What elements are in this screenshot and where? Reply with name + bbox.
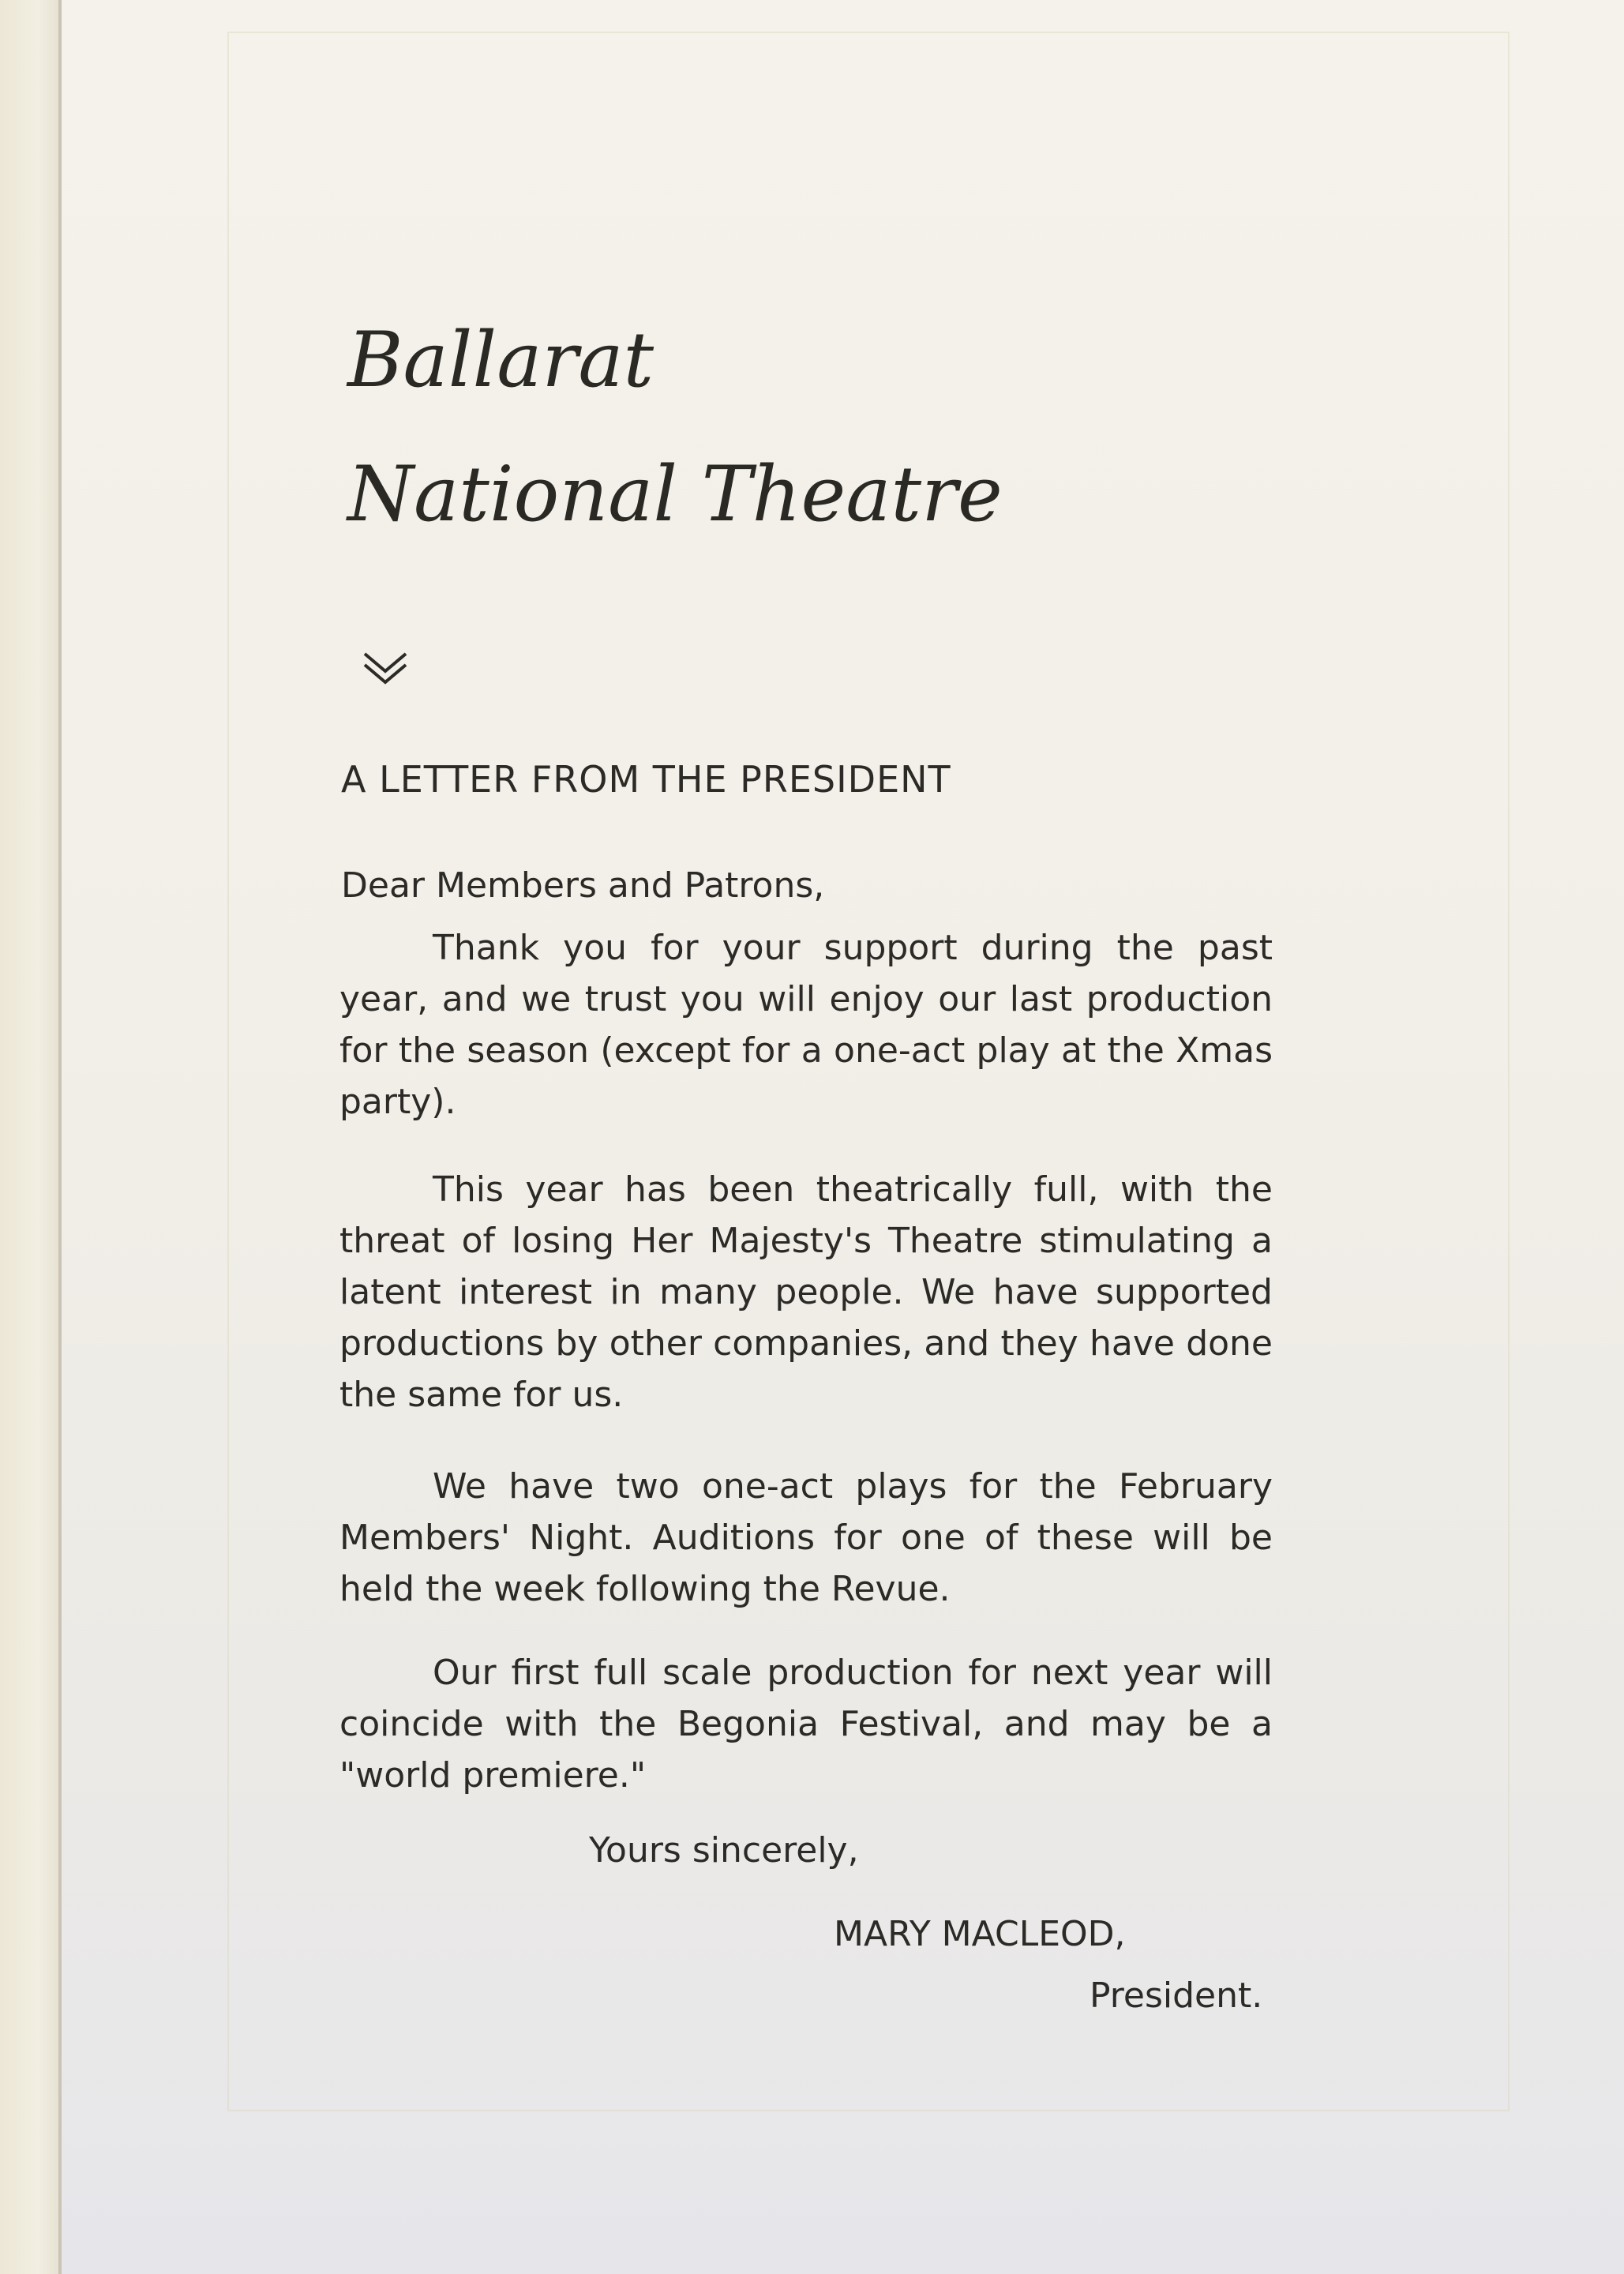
letter-heading: A LETTER FROM THE PRESIDENT bbox=[341, 758, 951, 801]
signatory-role: President. bbox=[1090, 1976, 1263, 2016]
letter-paragraph: We have two one-act plays for the February Members' Night. Auditions for one of these will be held the week following the Revue. bbox=[339, 1466, 1273, 1609]
double-chevron-down-icon bbox=[362, 649, 409, 685]
letter-paragraph: Our first full scale production for next year will coincide with the Begonia Festival, and may be a "world premiere." bbox=[339, 1653, 1273, 1796]
letter-paragraph: Thank you for your support during the past year, and we trust you will enjoy our last production for the season (except for a one-act play at the Xmas party). bbox=[339, 928, 1273, 1122]
title-line-2: National Theatre bbox=[347, 450, 1003, 538]
signatory-name: MARY MACLEOD, bbox=[834, 1914, 1126, 1954]
salutation: Dear Members and Patrons, bbox=[341, 865, 825, 906]
letter-paragraph: This year has been theatrically full, with the threat of losing Her Majesty's Theatre stimulating a latent interest in many people. We have supported productions by other companies, and they have done the same for us. bbox=[339, 1169, 1273, 1415]
closing: Yours sincerely, bbox=[589, 1830, 859, 1871]
title-line-1: Ballarat bbox=[347, 316, 654, 404]
